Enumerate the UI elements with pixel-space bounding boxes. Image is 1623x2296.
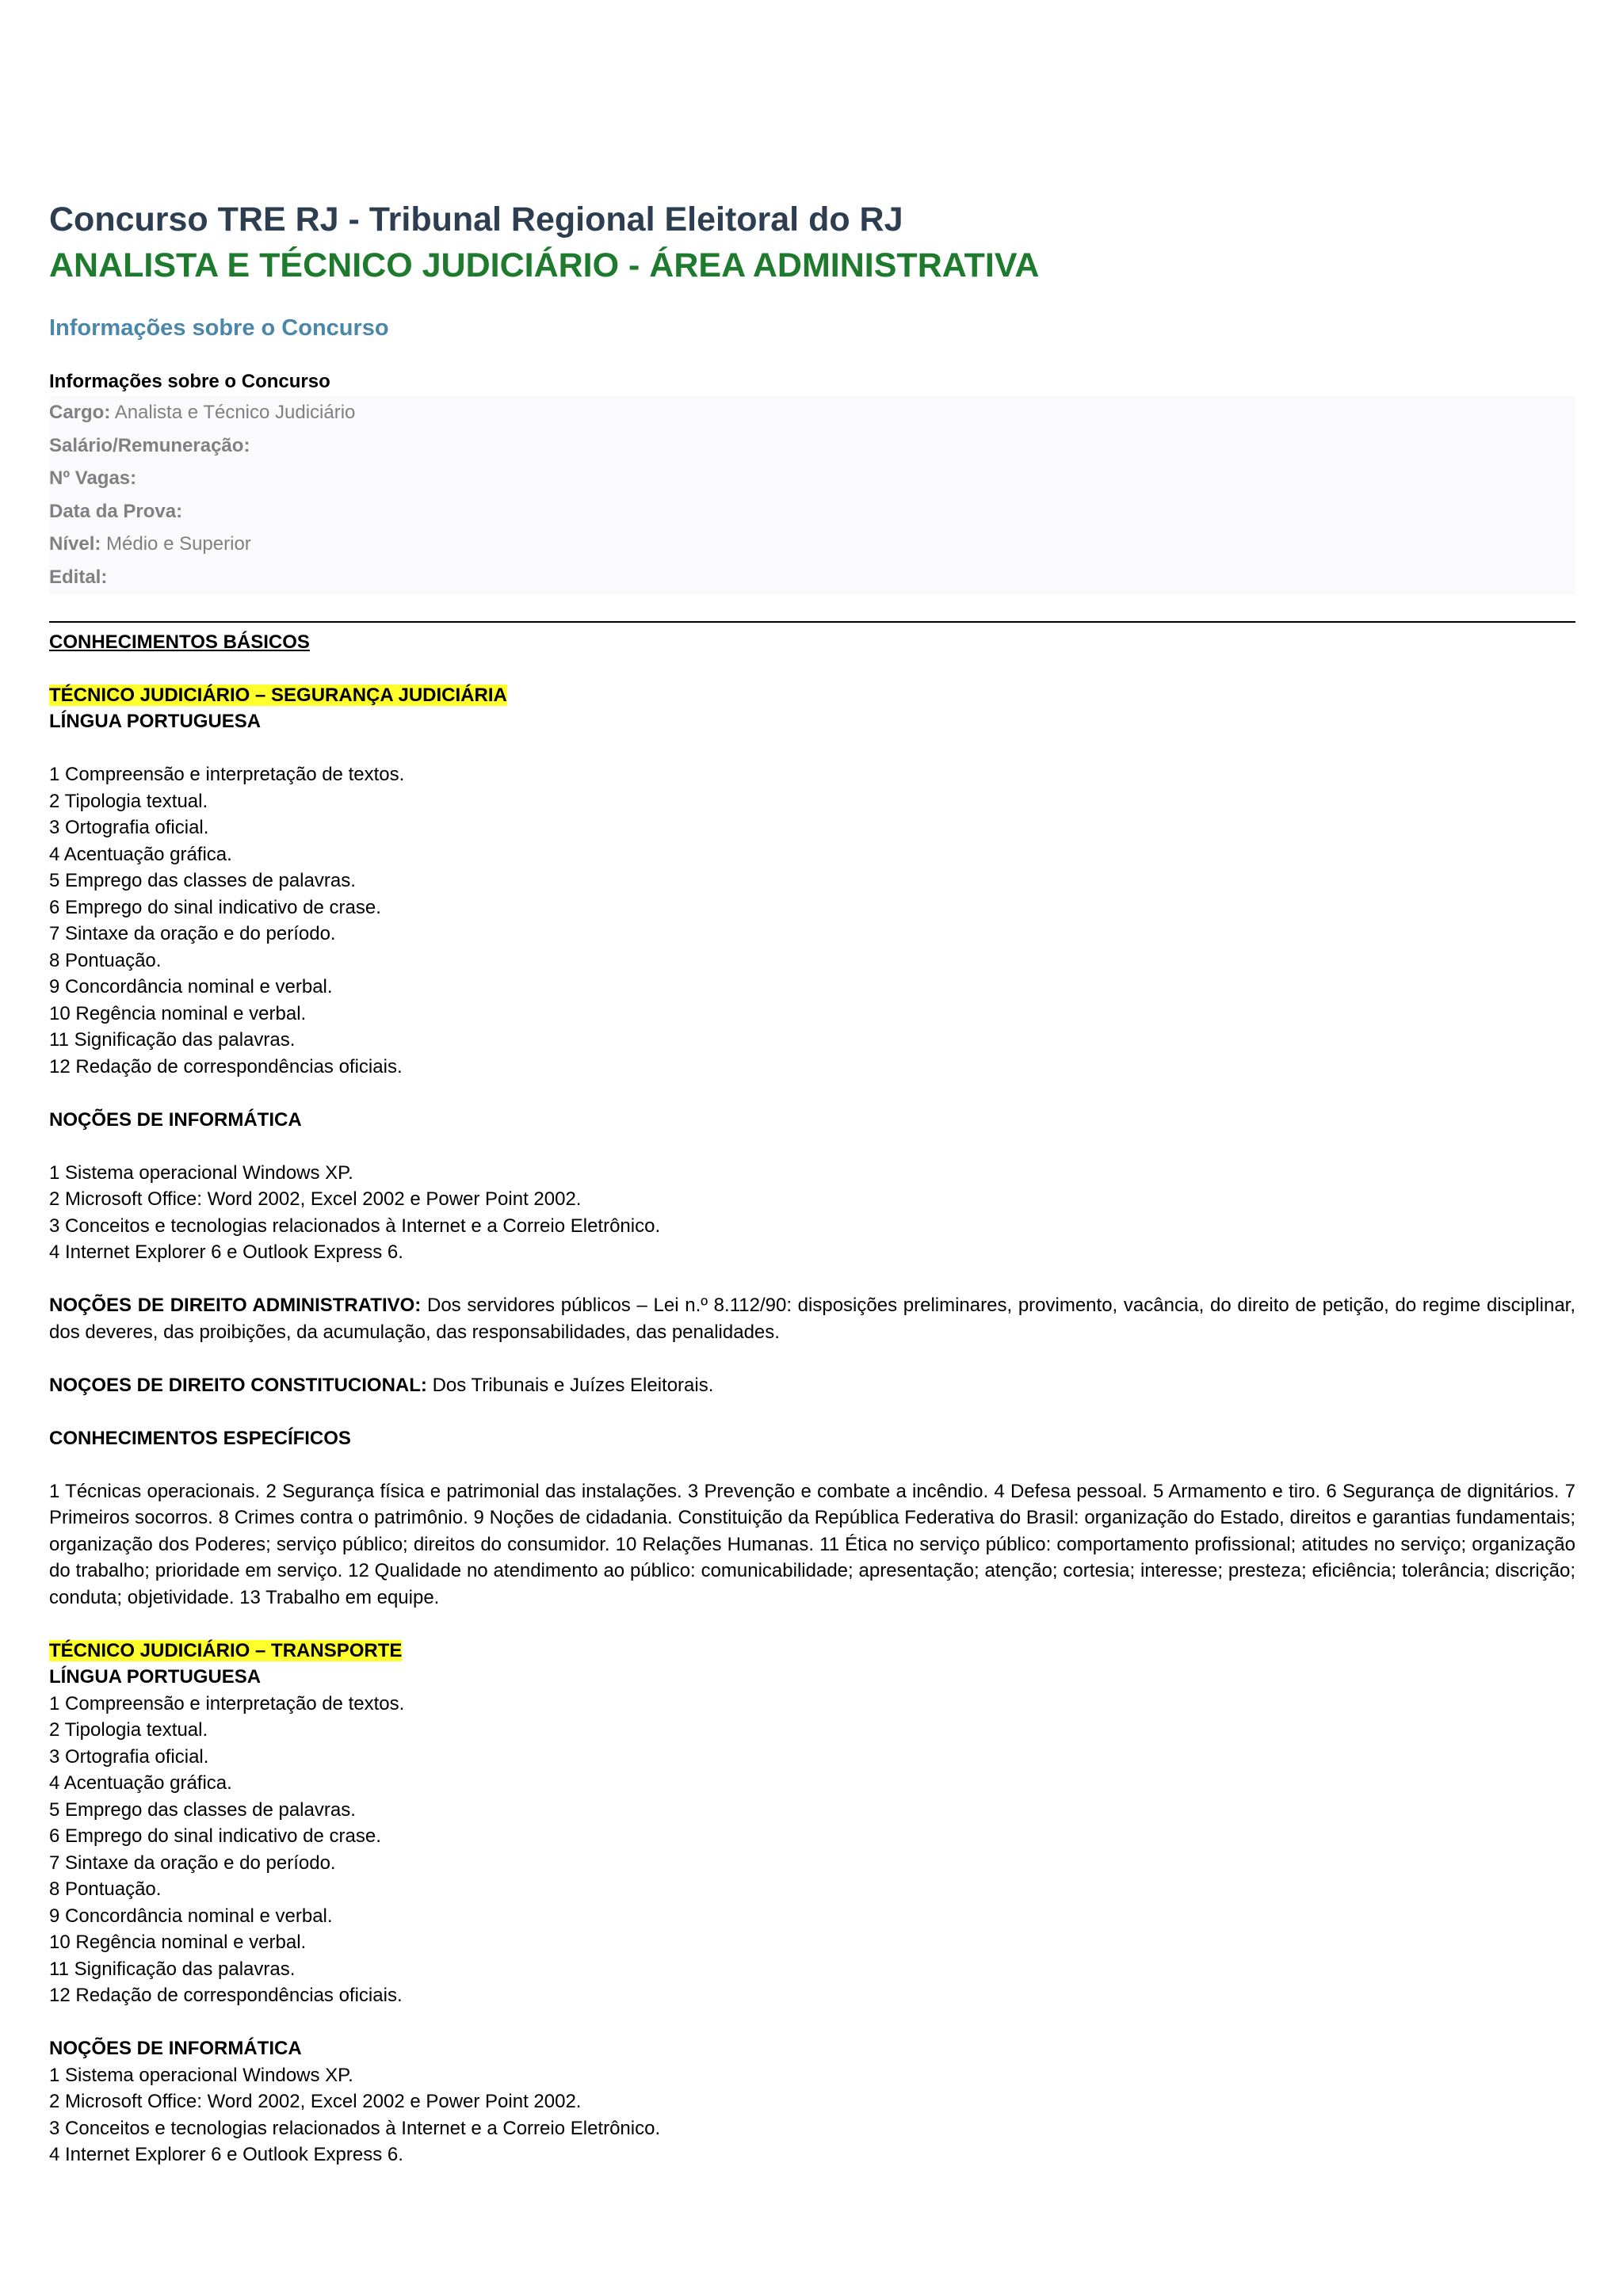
transporte-informatica-heading: NOÇÕES DE INFORMÁTICA bbox=[49, 2038, 302, 2060]
transporte-portugues-list bbox=[49, 1691, 1575, 2009]
info-box bbox=[49, 396, 1575, 594]
list-item: 10 Regência nominal e verbal. bbox=[49, 1932, 307, 1954]
seguranca-title-line bbox=[49, 682, 1575, 709]
list-item: 12 Redação de correspondências oficiais. bbox=[49, 1985, 403, 2007]
list-item: 8 Pontuação. bbox=[49, 949, 162, 971]
transporte-portugues-heading: LÍNGUA PORTUGUESA bbox=[49, 1666, 262, 1688]
list-item: 2 Microsoft Office: Word 2002, Excel 2002 e Power Point 2002. bbox=[49, 1188, 582, 1211]
list-item: 7 Sintaxe da oração e do período. bbox=[49, 923, 336, 945]
transporte-informatica-list bbox=[49, 2062, 1575, 2168]
seguranca-informatica-list bbox=[49, 1160, 1575, 1266]
info-value: Médio e Superior bbox=[101, 533, 251, 555]
info-label: Edital: bbox=[49, 566, 108, 588]
info-row-edital bbox=[49, 561, 1575, 594]
especificos-paragraph: 1 Técnicas operacionais. 2 Segurança física e patrimonial das instalações. 3 Prevenção e combate a incêndio. 4 Defesa pessoal. 5 Armamento e tiro. 6 Segurança de dignitários. 7 Primeiros socorros. 8 Crimes contra o patrimônio. 9 Noções de cidadania. Constituição da República Federativa do Brasil: organização do Estado, direitos e garantias fundamentais; organização dos Poderes; serviço público; direitos do consumidor. 10 Relações Humanas. 11 Ética no serviço público: comportamento profissional; atitudes no serviço; organização do trabalho; prioridade em serviço. 12 Qualidade no atendimento ao público: comunicabilidade; apresentação; atenção; cortesia; interesse; presteza; eficiência; tolerância; discrição; conduta; objetividade. 13 Trabalho em equipe. bbox=[49, 1480, 1575, 1608]
list-item: 4 Internet Explorer 6 e Outlook Express 6. bbox=[49, 1241, 403, 1264]
list-item: 10 Regência nominal e verbal. bbox=[49, 1002, 307, 1024]
seguranca-informatica-heading: NOÇÕES DE INFORMÁTICA bbox=[49, 1108, 302, 1131]
info-label: Nível: bbox=[49, 533, 101, 555]
info-row-nivel bbox=[49, 528, 1575, 561]
info-label: Data da Prova: bbox=[49, 500, 183, 522]
info-row-cargo bbox=[49, 396, 1575, 429]
list-item: 2 Tipologia textual. bbox=[49, 790, 208, 812]
list-item: 3 Conceitos e tecnologias relacionados à Internet e a Correio Eletrônico. bbox=[49, 1215, 661, 1237]
info-label: Salário/Remuneração: bbox=[49, 434, 250, 456]
list-item: 9 Concordância nominal e verbal. bbox=[49, 1905, 333, 1927]
direito-administrativo-paragraph bbox=[49, 1292, 1575, 1345]
seguranca-portugues-list bbox=[49, 761, 1575, 1080]
list-item: 4 Acentuação gráfica. bbox=[49, 1772, 232, 1794]
list-item: 1 Compreensão e interpretação de textos. bbox=[49, 764, 405, 786]
direito-constitucional-paragraph bbox=[49, 1372, 1575, 1399]
list-item: 12 Redação de correspondências oficiais. bbox=[49, 1055, 403, 1077]
page-title: Concurso TRE RJ - Tribunal Regional Eleitoral do RJ bbox=[49, 200, 903, 238]
document-content bbox=[49, 196, 1575, 2168]
basicos-heading: CONHECIMENTOS BÁSICOS bbox=[49, 631, 310, 653]
list-item: 2 Tipologia textual. bbox=[49, 1719, 208, 1741]
list-item: 9 Concordância nominal e verbal. bbox=[49, 976, 333, 998]
info-value: Analista e Técnico Judiciário bbox=[110, 402, 356, 423]
list-item: 1 Sistema operacional Windows XP. bbox=[49, 1161, 353, 1184]
direito-administrativo-text: Dos servidores públicos – Lei n.º 8.112/90: disposições preliminares, provimento, vacância, do direito de petição, do regime disciplinar, dos deveres, das proibições, da acumulação, das responsabilidades, das penalidades. bbox=[49, 1295, 1575, 1343]
list-item: 1 Compreensão e interpretação de textos. bbox=[49, 1692, 405, 1714]
seguranca-title: TÉCNICO JUDICIÁRIO – SEGURANÇA JUDICIÁRIA bbox=[49, 684, 507, 706]
list-item: 4 Acentuação gráfica. bbox=[49, 843, 232, 865]
info-row-vagas bbox=[49, 462, 1575, 495]
direito-constitucional-label: NOÇOES DE DIREITO CONSTITUCIONAL: bbox=[49, 1374, 427, 1396]
list-item: 6 Emprego do sinal indicativo de crase. bbox=[49, 1825, 381, 1848]
list-item: 1 Sistema operacional Windows XP. bbox=[49, 2064, 353, 2086]
info-subheading: Informações sobre o Concurso bbox=[49, 371, 330, 392]
info-label: Nº Vagas: bbox=[49, 467, 137, 490]
info-heading: Informações sobre o Concurso bbox=[49, 315, 389, 341]
direito-constitucional-text: Dos Tribunais e Juízes Eleitorais. bbox=[426, 1374, 714, 1396]
info-label: Cargo: bbox=[49, 402, 111, 423]
list-item: 3 Ortografia oficial. bbox=[49, 817, 209, 839]
list-item: 8 Pontuação. bbox=[49, 1878, 162, 1901]
list-item: 5 Emprego das classes de palavras. bbox=[49, 1798, 356, 1821]
transporte-title: TÉCNICO JUDICIÁRIO – TRANSPORTE bbox=[49, 1639, 403, 1661]
seguranca-portugues-heading: LÍNGUA PORTUGUESA bbox=[49, 711, 262, 733]
list-item: 11 Significação das palavras. bbox=[49, 1029, 296, 1051]
especificos-heading: CONHECIMENTOS ESPECÍFICOS bbox=[49, 1427, 351, 1449]
list-item: 5 Emprego das classes de palavras. bbox=[49, 870, 356, 892]
list-item: 2 Microsoft Office: Word 2002, Excel 2002 e Power Point 2002. bbox=[49, 2091, 582, 2113]
info-row-salario bbox=[49, 429, 1575, 463]
section-divider bbox=[49, 621, 1575, 623]
list-item: 3 Conceitos e tecnologias relacionados à Internet e a Correio Eletrônico. bbox=[49, 2117, 661, 2139]
list-item: 4 Internet Explorer 6 e Outlook Express 6. bbox=[49, 2144, 403, 2166]
page-subtitle: ANALISTA E TÉCNICO JUDICIÁRIO - ÁREA ADMINISTRATIVA bbox=[49, 246, 1040, 284]
list-item: 6 Emprego do sinal indicativo de crase. bbox=[49, 896, 381, 918]
transporte-title-line bbox=[49, 1638, 1575, 1665]
list-item: 11 Significação das palavras. bbox=[49, 1958, 296, 1980]
info-row-data-prova bbox=[49, 495, 1575, 528]
direito-administrativo-label: NOÇÕES DE DIREITO ADMINISTRATIVO: bbox=[49, 1295, 422, 1317]
list-item: 3 Ortografia oficial. bbox=[49, 1745, 209, 1768]
list-item: 7 Sintaxe da oração e do período. bbox=[49, 1852, 336, 1874]
